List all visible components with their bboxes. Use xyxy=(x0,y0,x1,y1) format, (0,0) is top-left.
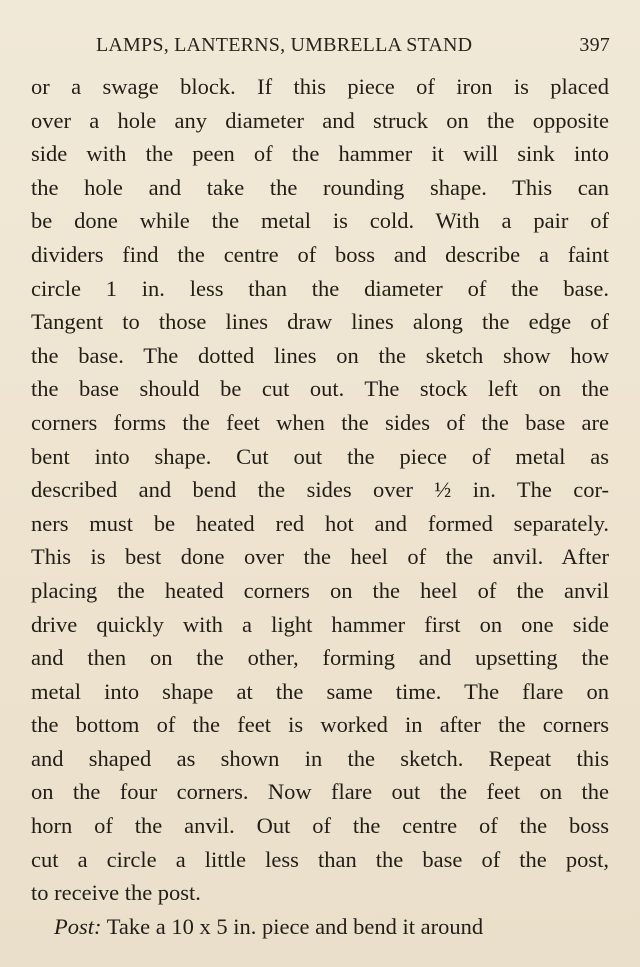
text-line: and shaped as shown in the sketch. Repeat this xyxy=(31,745,609,771)
post-text: Take a 10 x 5 in. piece and bend it around xyxy=(106,913,484,939)
text-line: ners must be heated red hot and formed separately. xyxy=(31,510,609,536)
text-line: bent into shape. Cut out the piece of metal as xyxy=(31,443,609,469)
text-line: be done while the metal is cold. With a pair of xyxy=(31,208,609,234)
text-line: This is best done over the heel of the anvil. After xyxy=(31,544,609,570)
text-line: side with the peen of the hammer it will sink into xyxy=(31,141,609,167)
text-line: metal into shape at the same time. The flare on xyxy=(31,678,609,704)
page-number: 397 xyxy=(579,34,610,56)
post-label: Post: xyxy=(54,913,102,939)
text-line: circle 1 in. less than the diameter of the base. xyxy=(31,275,609,301)
text-line: and then on the other, forming and upsetting the xyxy=(31,645,609,671)
text-line: horn of the anvil. Out of the centre of the boss xyxy=(31,813,609,839)
running-title: LAMPS, LANTERNS, UMBRELLA STAND xyxy=(96,34,473,56)
post-paragraph-line xyxy=(31,910,609,944)
text-line: the base. The dotted lines on the sketch show how xyxy=(31,342,609,368)
text-line: over a hole any diameter and struck on the opposite xyxy=(31,107,609,133)
text-line: the hole and take the rounding shape. This can xyxy=(31,174,609,200)
text-line: the base should be cut out. The stock left on the xyxy=(31,376,609,402)
text-line: described and bend the sides over ½ in. The cor- xyxy=(31,477,609,503)
body-text xyxy=(31,70,609,943)
running-head xyxy=(96,34,610,60)
text-line: corners forms the feet when the sides of the base are xyxy=(31,409,609,435)
text-line: or a swage block. If this piece of iron is placed xyxy=(31,74,609,99)
text-line: the bottom of the feet is worked in after the corners xyxy=(31,712,609,738)
text-line: on the four corners. Now flare out the feet on the xyxy=(31,779,609,805)
text-line: Tangent to those lines draw lines along the edge of xyxy=(31,309,609,335)
text-line: placing the heated corners on the heel of the anvil xyxy=(31,577,609,603)
text-line: drive quickly with a light hammer first on one side xyxy=(31,611,609,637)
text-line: to receive the post. xyxy=(31,880,201,906)
text-line: dividers find the centre of boss and describe a faint xyxy=(31,241,609,267)
text-line: cut a circle a little less than the base of the post, xyxy=(31,846,609,872)
